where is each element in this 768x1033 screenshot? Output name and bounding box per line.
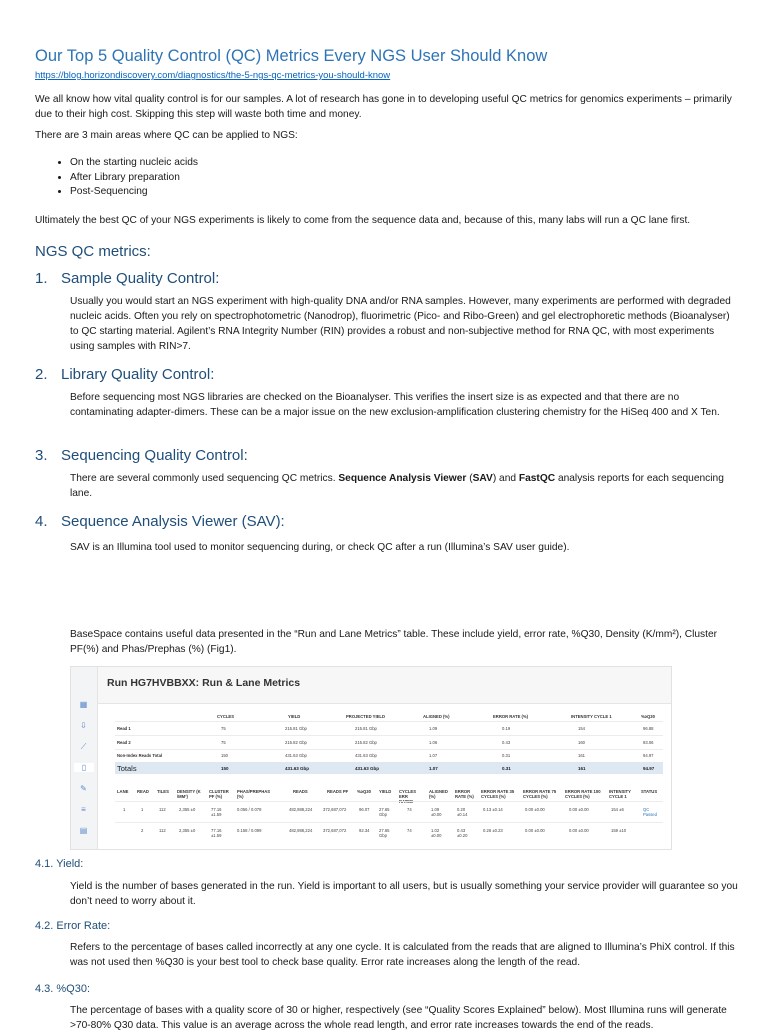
cell: 0.31 xyxy=(502,766,511,771)
subsection-heading-error-rate: 4.2. Error Rate: xyxy=(35,920,111,932)
section-title: Sample Quality Control: xyxy=(61,270,220,287)
subsection-body-yield: Yield is the number of bases generated in the run. Yield is important to all users, but is usually something your service provider will guarantee so you don’t need to worry about it. xyxy=(70,881,738,907)
cell: 96.88 xyxy=(643,726,654,731)
cell: 161 xyxy=(578,766,586,771)
lane-col-header: CLUSTER PF (%) xyxy=(209,789,229,799)
cell: 1.07 xyxy=(429,753,438,758)
sav-term: Sequence Analysis Viewer xyxy=(338,473,467,484)
cell: 27.65 Gbp xyxy=(379,828,390,838)
document-icon: ▯ xyxy=(74,763,94,772)
cell: 112 xyxy=(159,828,166,833)
lane-col-header: ALIGNED (%) xyxy=(429,789,448,799)
cell: 0.13 ±0.14 xyxy=(483,807,503,812)
subsection-body-q30: The percentage of bases with a quality score of 30 or higher, respectively (see “Quality Scores Explained” below). Most Illumina runs will generate >70-80% Q30 data. This value is an average across the whole read length, and error rate increases towards the end of the reads. xyxy=(70,1005,727,1031)
col-header: YIELD xyxy=(288,714,301,719)
cell: 1.09 ±0.00 xyxy=(431,807,442,817)
cell: 431.63 Gbp xyxy=(285,753,307,758)
cell: 0.19 xyxy=(502,726,511,731)
cell: 92.34 xyxy=(359,828,370,833)
cell: 1 xyxy=(123,807,126,812)
cell: 482,988,224 xyxy=(289,828,313,833)
section-number: 1. xyxy=(35,270,48,287)
section-title: Sequencing Quality Control: xyxy=(61,447,248,464)
cell: 0.158 / 0.099 xyxy=(237,828,262,833)
cell: 74 xyxy=(407,828,412,833)
section-number: 3. xyxy=(35,447,48,464)
section-number: 4. xyxy=(35,513,48,530)
lane-col-header: %≥Q30 xyxy=(357,789,371,794)
cell: 154 xyxy=(578,726,585,731)
lane-col-header: ERROR RATE 75 CYCLES (%) xyxy=(523,789,557,799)
subsection-heading-yield: 4.1. Yield: xyxy=(35,858,84,870)
cell: 150 xyxy=(221,766,229,771)
cell: 0.43 ±0.20 xyxy=(457,828,468,838)
cell: 431.63 Gbp xyxy=(355,753,377,758)
fastqc-term: FastQC xyxy=(518,473,556,484)
col-header: PROJECTED YIELD xyxy=(346,714,386,719)
cell: 215.82 Gbp xyxy=(355,740,377,745)
lane-col-header: TILES xyxy=(157,789,169,794)
cell: 74 xyxy=(407,807,412,812)
cell: 2,355 ±0 xyxy=(179,828,196,833)
lane-col-header: READS PF xyxy=(327,789,349,794)
cell: 372,687,072 xyxy=(323,828,347,833)
divider xyxy=(115,721,663,722)
lane-col-header: CYCLES ERR RATED xyxy=(399,789,416,804)
section-title: Sequence Analysis Viewer (SAV): xyxy=(61,513,285,530)
section-title: Library Quality Control: xyxy=(61,366,215,383)
chart-icon: ⟋ xyxy=(80,742,87,751)
col-header: %≥Q30 xyxy=(641,714,655,719)
status-badge: QC Passed xyxy=(643,807,657,817)
cell: 1.02 ±0.00 xyxy=(431,828,442,838)
section-body-basespace: BaseSpace contains useful data presented in the “Run and Lane Metrics” table. These include yield, error rate, %Q30, Density (K/mm²), Cluster PF(%) and Phas/Prephas (%) (Fig1). xyxy=(70,629,718,655)
section-number: 2. xyxy=(35,366,48,383)
cell: 215.82 Gbp xyxy=(285,740,307,745)
cell: 94.97 xyxy=(643,753,654,758)
qc-areas-list xyxy=(50,156,198,200)
col-header: ERROR RATE (%) xyxy=(493,714,529,719)
cell: 0.00 ±0.00 xyxy=(525,807,545,812)
col-header: ALIGNED (%) xyxy=(423,714,450,719)
text-run: analysis reports for each sequencing lane. xyxy=(70,473,724,499)
text-run: ) and xyxy=(492,473,519,484)
cell: 2 xyxy=(141,828,144,833)
cell: 150 xyxy=(221,753,228,758)
col-header: CYCLES xyxy=(217,714,234,719)
cell: 2,355 ±0 xyxy=(179,807,196,812)
figure-title: Run HG7HVBBXX: Run & Lane Metrics xyxy=(107,677,301,689)
lane-col-header: READ xyxy=(137,789,149,794)
cell: 0.20 ±0.14 xyxy=(457,807,468,817)
figure-sidebar xyxy=(71,667,98,849)
list-icon: ≡ xyxy=(81,805,86,814)
section-body-sav: SAV is an Illumina tool used to monitor sequencing during, or check QC after a run (Illumina’s SAV user guide). xyxy=(70,542,570,553)
download-icon: ⇩ xyxy=(80,721,87,730)
totals-label: Totals xyxy=(117,764,137,773)
divider xyxy=(115,822,663,823)
cell: 215.81 Gbp xyxy=(355,726,377,731)
intro-conclusion: Ultimately the best QC of your NGS experiments is likely to come from the sequence data and, because of this, many labs will run a QC lane first. xyxy=(35,215,691,226)
row-label: Non-Index Reads Total xyxy=(117,753,163,758)
cell: 75 xyxy=(221,740,226,745)
cell: 0.26 ±0.23 xyxy=(483,828,503,833)
cell: 431.63 Gbp xyxy=(355,766,380,771)
divider xyxy=(115,801,663,802)
cell: 1.09 xyxy=(429,726,438,731)
page-title: Our Top 5 Quality Control (QC) Metrics Every NGS User Should Know xyxy=(35,47,548,65)
cell: 0.31 xyxy=(502,753,511,758)
cell: 0.00 ±0.00 xyxy=(525,828,545,833)
row-label: Read 1 xyxy=(117,726,131,731)
lane-col-header: READS xyxy=(293,789,308,794)
lane-col-header: ERROR RATE 100 CYCLES (%) xyxy=(565,789,601,799)
subsection-body-error-rate: Refers to the percentage of bases called incorrectly at any one cycle. It is calculated from the reads that are aligned to Illumina’s PhiX control. If this was not used then %Q30 is your best tool to check base quality. Error rate increases along the length of the read. xyxy=(70,942,735,968)
run-lane-metrics-figure xyxy=(70,666,672,850)
grid-icon: ▦ xyxy=(79,700,88,709)
source-link[interactable]: https://blog.horizondiscovery.com/diagnostics/the-5-ngs-qc-metrics-you-should-know xyxy=(35,70,391,81)
cell: 1.07 xyxy=(429,766,438,771)
lane-col-header: ERROR RATE 35 CYCLES (%) xyxy=(481,789,515,799)
cell: 482,988,224 xyxy=(289,807,313,812)
lane-col-header: PHAS/PREPHAS (%) xyxy=(237,789,271,799)
sav-abbrev: SAV xyxy=(472,473,493,484)
lane-col-header: ERROR RATE (%) xyxy=(455,789,474,799)
divider xyxy=(115,749,663,750)
cell: 77.16 ±1.59 xyxy=(211,828,222,838)
section-heading-sample-qc xyxy=(35,270,219,287)
section-heading-sav xyxy=(35,513,285,530)
list-item: • On the starting nucleic acids xyxy=(70,156,198,171)
cell: 1.06 xyxy=(429,740,438,745)
divider xyxy=(115,735,663,736)
cell: 215.81 Gbp xyxy=(285,726,307,731)
cell: 96.07 xyxy=(359,807,370,812)
row-label: Read 2 xyxy=(117,740,131,745)
cell: 77.16 ±1.59 xyxy=(211,807,222,817)
cell: 0.00 ±0.00 xyxy=(569,828,589,833)
cell: 431.63 Gbp xyxy=(285,766,310,771)
cell: 94.97 xyxy=(643,766,655,771)
edit-icon: ✎ xyxy=(80,784,87,793)
cell: 0.056 / 0.078 xyxy=(237,807,262,812)
list-item: • After Library preparation xyxy=(70,171,198,186)
lane-col-header: YIELD xyxy=(379,789,392,794)
section-heading-library-qc xyxy=(35,366,214,383)
lane-col-header: DENSITY (K /MM²) xyxy=(177,789,201,799)
intro-paragraph: We all know how vital quality control is for our samples. A lot of research has gone in to developing useful QC metrics for genomics experiments – primarily due to their high cost. Skipping this step will waste both time and money. xyxy=(35,94,732,120)
cell: 27.65 Gbp xyxy=(379,807,390,817)
lane-col-header: LANE xyxy=(117,789,129,794)
section-body-library-qc: Before sequencing most NGS libraries are checked on the Bioanalyser. This verifies the insert size is as expected and that there are no contaminating adapter-dimers. These can be a major issue on the new exclusion-amplification clustering chemistry for the HiSeq 400 and X Ten. xyxy=(70,392,720,418)
text-run: There are several commonly used sequencing QC metrics. xyxy=(70,473,339,484)
section-heading-sequencing-qc xyxy=(35,447,248,464)
subsection-heading-q30: 4.3. %Q30: xyxy=(35,983,91,995)
metrics-heading: NGS QC metrics: xyxy=(35,243,151,260)
cell: 1 xyxy=(141,807,144,812)
col-header: INTENSITY CYCLE 1 xyxy=(571,714,612,719)
text-run: ( xyxy=(466,473,473,484)
list-item: • Post-Sequencing xyxy=(70,185,198,200)
report-icon: ▤ xyxy=(79,826,88,835)
cell: 0.00 ±0.00 xyxy=(569,807,589,812)
cell: 154 ±6 xyxy=(611,807,624,812)
totals-row xyxy=(115,762,663,774)
cell: 93.06 xyxy=(643,740,654,745)
cell: 112 xyxy=(159,807,166,812)
cell: 0.43 xyxy=(502,740,511,745)
cell: 159 ±10 xyxy=(611,828,627,833)
cell: 161 xyxy=(578,753,585,758)
section-body-sequencing-qc xyxy=(70,471,740,501)
cell: 372,687,072 xyxy=(323,807,347,812)
intro-areas-text: There are 3 main areas where QC can be applied to NGS: xyxy=(35,130,298,141)
lane-col-header: INTENSITY CYCLE 1 xyxy=(609,789,631,799)
cell: 160 xyxy=(578,740,585,745)
cell: 75 xyxy=(221,726,226,731)
section-body-sample-qc: Usually you would start an NGS experiment with high-quality DNA and/or RNA samples. However, many experiments are performed with degraded nucleic acids. Often you rely on spectrophotometric (Nanodrop), fluorimetric (Pico- and Ribo-Green) and gel electrophoretic methods (Bioanalyser) to QC starting material. Agilent’s RNA Integrity Number (RIN) provides a robust and non-subjective method for RNA QC, with most experiments using samples with RIN>7. xyxy=(70,296,731,352)
lane-col-header: STATUS xyxy=(641,789,658,794)
